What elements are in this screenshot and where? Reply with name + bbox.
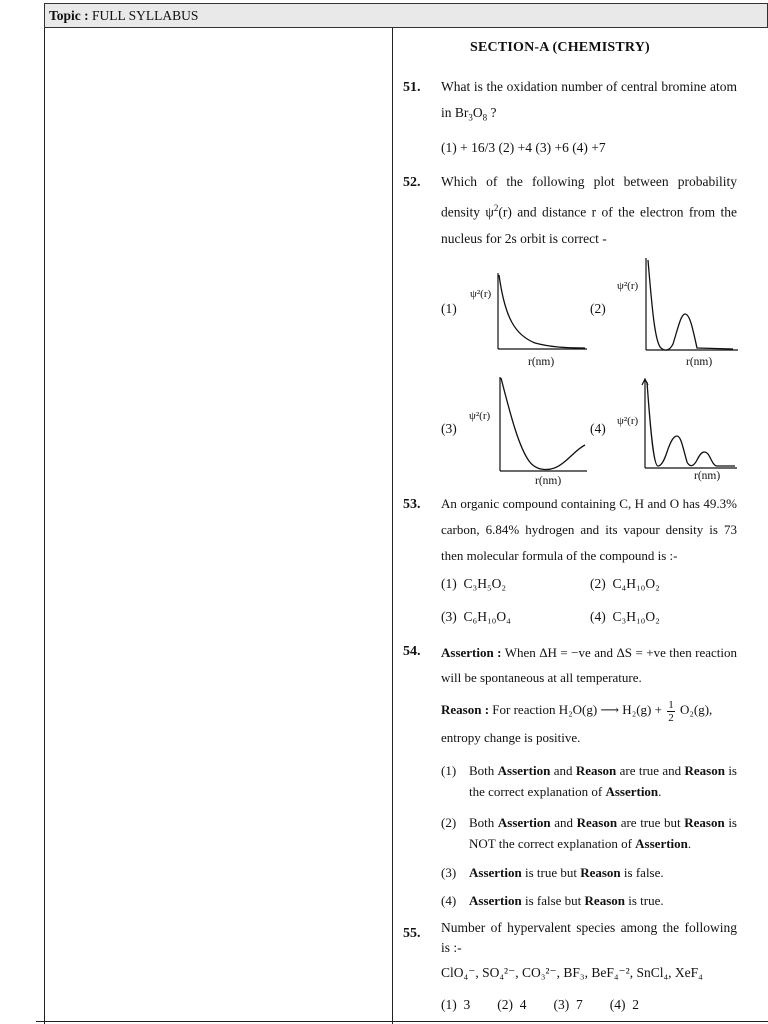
plot-1-label: (1) [441, 301, 457, 316]
question-53-text: An organic compound containing C, H and O has 49.3% carbon, 6.84% hydrogen and its vapour density is 73 then molecular formula of the compound is :- [441, 496, 737, 563]
plot-1-xlabel: r(nm) [528, 356, 555, 368]
question-number-55: 55. [403, 926, 421, 941]
plot-3-xlabel: r(nm) [535, 475, 562, 487]
question-54-reason-continued: entropy change is positive. [441, 730, 581, 745]
question-52-text: Which of the following plot between probability density $\psi^2(r)$ and distance r of the electron from the nucleus for 2s orbit is correct - [441, 174, 737, 246]
plot-2-xlabel: r(nm) [686, 356, 713, 368]
plot-4-ylabel: ψ²(r) [617, 415, 639, 427]
plot-2-ylabel: ψ²(r) [617, 280, 639, 292]
plot-4-xlabel: r(nm) [694, 470, 721, 482]
plot-2-label: (2) [590, 301, 606, 316]
plot-2 [643, 258, 738, 352]
question-51-options: (1) + 16/3 (2) +4 (3) +6 (4) +7 [441, 140, 606, 155]
question-54-option-4: (4) Assertion is false but Reason is true. [441, 893, 664, 908]
question-54-option-2: (2) Both Assertion and Reason are true but Reason is NOT the correct explanation of Assertion. [441, 815, 737, 851]
section-title: SECTION-A (CHEMISTRY) [470, 40, 650, 55]
left-border [44, 28, 45, 1024]
question-number-52: 52. [403, 175, 421, 190]
question-55-species: ClO₄⁻, SO₄²⁻, CO₃²⁻, BF₃, BeF₄⁻², SnCl₄, XeF₄ [441, 965, 703, 980]
plot-4-label: (4) [590, 421, 606, 436]
topic-header [44, 3, 768, 28]
topic-value: FULL SYLLABUS [92, 8, 199, 23]
question-number-53: 53. [403, 497, 421, 512]
question-53-option-1: (1) C₃H₅O₂ [441, 576, 507, 591]
question-53-option-3: (3) C₆H₁₀O₄ [441, 609, 511, 624]
question-number-51: 51. [403, 80, 421, 95]
plot-3-ylabel: ψ²(r) [469, 410, 491, 422]
plot-1-ylabel: ψ²(r) [470, 288, 492, 300]
question-54-option-1: (1) Both Assertion and Reason are true and Reason is the correct explanation of Assertion. [441, 763, 737, 799]
column-divider [392, 28, 393, 1024]
topic-label: Topic : [49, 8, 89, 23]
question-54-assertion: Assertion : When ΔH = −ve and ΔS = +ve then reaction will be spontaneous at all temperature. [441, 645, 737, 685]
bottom-border [36, 1021, 768, 1022]
question-53-option-2: (2) C₄H₁₀O₂ [590, 576, 660, 591]
plot-3 [497, 377, 589, 473]
question-53-option-4: (4) C₃H₁₀O₂ [590, 609, 660, 624]
fraction-one-half: $\frac{1}{2}$ [668, 698, 674, 724]
plot-1 [495, 273, 587, 351]
plot-4 [641, 378, 737, 470]
question-54-reason: Reason : For reaction H₂O(g) ⟶ H₂(g) + $\frac{1}{2}$ O₂(g), [441, 698, 713, 724]
question-51-text: What is the oxidation number of central bromine atom in $Br_3O_8$ ? [441, 79, 737, 123]
question-55-options: (1) 3 (2) 4 (3) 7 (4) 2 [441, 997, 639, 1012]
question-number-54: 54. [403, 644, 421, 659]
question-54-option-3: (3) Assertion is true but Reason is false. [441, 865, 664, 880]
plot-3-label: (3) [441, 421, 457, 436]
question-55-text: Number of hypervalent species among the following is :- [441, 920, 737, 955]
